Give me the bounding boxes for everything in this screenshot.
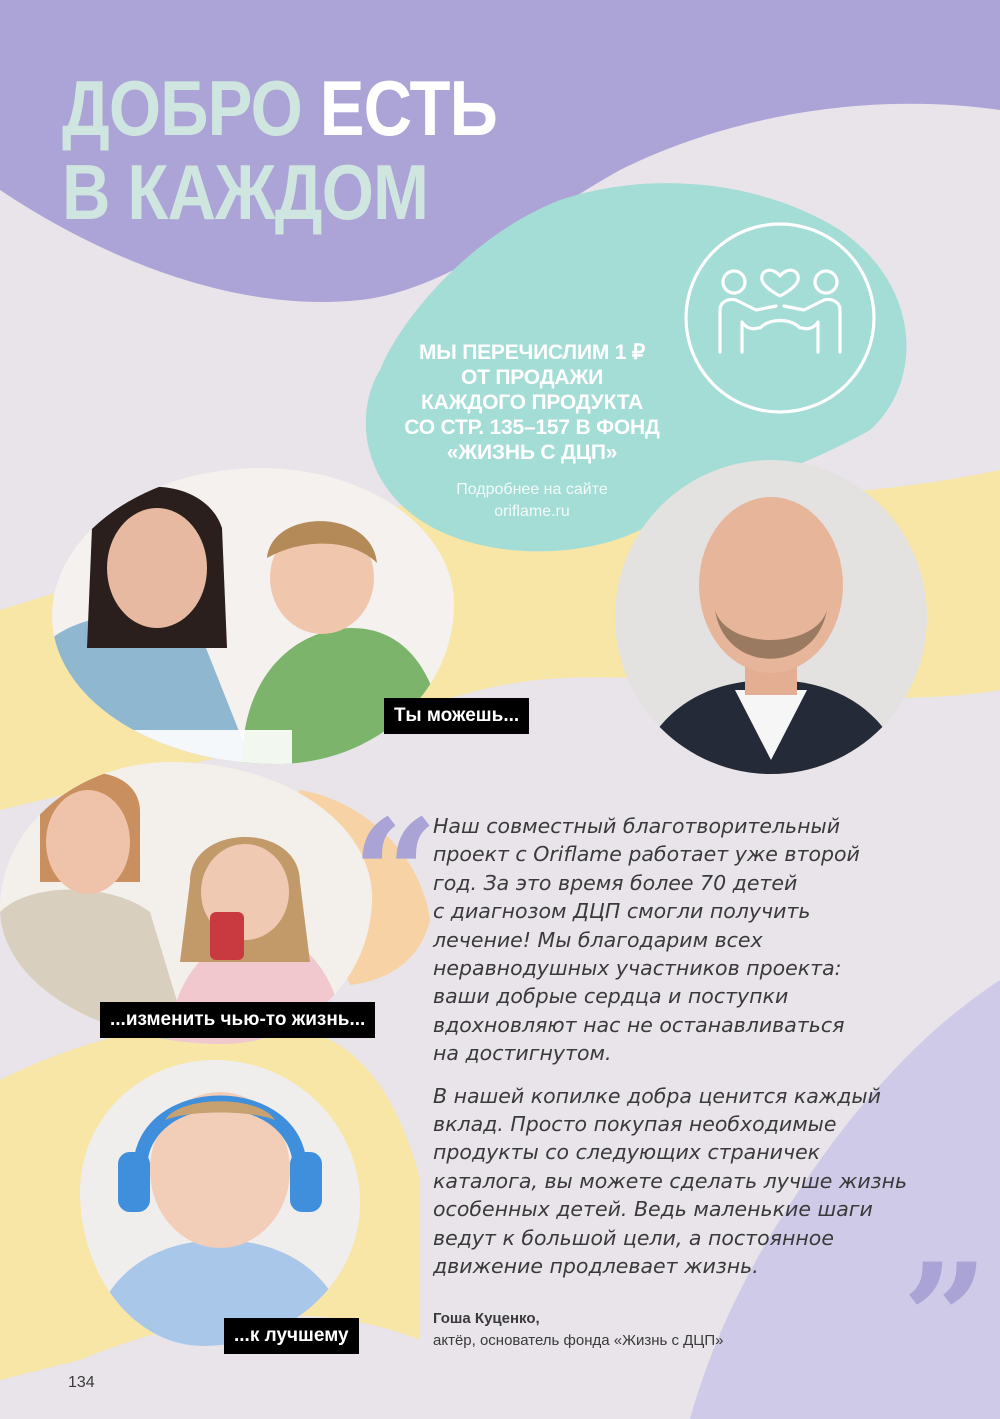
quote-line: каталога, вы можете сделать лучше жизнь <box>433 1168 908 1193</box>
website-link[interactable]: oriflame.ru <box>494 503 570 520</box>
photo-caption-tag: Ты можешь... <box>384 698 529 734</box>
headline-word-is: ЕСТЬ <box>319 64 497 152</box>
headline-line-in-everyone: В КАЖДОМ <box>62 148 429 236</box>
pledge-line: «ЖИЗНЬ С ДЦП» <box>446 441 618 464</box>
more-info-text: Подробнее на сайте <box>456 481 608 498</box>
family-heart-icon <box>680 218 880 418</box>
donation-pledge <box>372 340 692 465</box>
quote-line: с диагнозом ДЦП смогли получить <box>433 899 811 924</box>
quote-line: на достигнутом. <box>433 1041 612 1066</box>
quote-line: год. За это время более 70 детей <box>433 870 798 895</box>
quote-line: особенных детей. Ведь маленькие шаги <box>433 1197 873 1222</box>
quote-line: вклад. Просто покупая необходимые <box>433 1112 837 1137</box>
more-info-note <box>372 479 692 523</box>
quote-line: ваши добрые сердца и поступки <box>433 984 789 1009</box>
author-role: актёр, основатель фонда «Жизнь с ДЦП» <box>433 1332 724 1349</box>
quote-line: проект с Oriflame работает уже второй <box>433 842 860 867</box>
actor-portrait-photo <box>615 460 927 774</box>
page-headline <box>62 66 497 234</box>
page-number: 134 <box>68 1374 95 1391</box>
quote-line: В нашей копилке добра ценится каждый <box>433 1083 881 1108</box>
closing-quote-mark: ” <box>902 1231 989 1407</box>
pledge-line: МЫ ПЕРЕЧИСЛИМ 1 ₽ <box>418 341 646 364</box>
quote-line: движение продлевает жизнь. <box>433 1254 759 1279</box>
pledge-line: ОТ ПРОДАЖИ <box>460 366 604 389</box>
quote-paragraph <box>433 812 923 1068</box>
photo-caption-tag: ...изменить чью-то жизнь... <box>100 1002 375 1038</box>
photo-caption-tag: ...к лучшему <box>224 1318 359 1354</box>
quote-line: неравнодушных участников проекта: <box>433 956 842 981</box>
opening-quote-mark: “ <box>352 787 439 963</box>
donation-pledge-block <box>372 340 692 523</box>
quote-line: продукты со следующих страничек <box>433 1140 821 1165</box>
quote-line: Наш совместный благотворительный <box>433 814 841 838</box>
pledge-line: СО СТР. 135–157 В ФОНД <box>404 416 660 439</box>
quote-line: ведут к большой цели, а постоянное <box>433 1225 834 1250</box>
author-name: Гоша Куценко, <box>433 1310 540 1327</box>
quote-author <box>433 1308 724 1352</box>
headline-word-good: ДОБРО <box>62 64 302 152</box>
testimonial-quote <box>433 812 923 1281</box>
quote-line: лечение! Мы благодарим всех <box>433 927 763 952</box>
quote-line: вдохновляют нас не останавливаться <box>433 1012 845 1037</box>
pledge-line: КАЖДОГО ПРОДУКТА <box>420 391 644 414</box>
quote-paragraph <box>433 1082 923 1281</box>
